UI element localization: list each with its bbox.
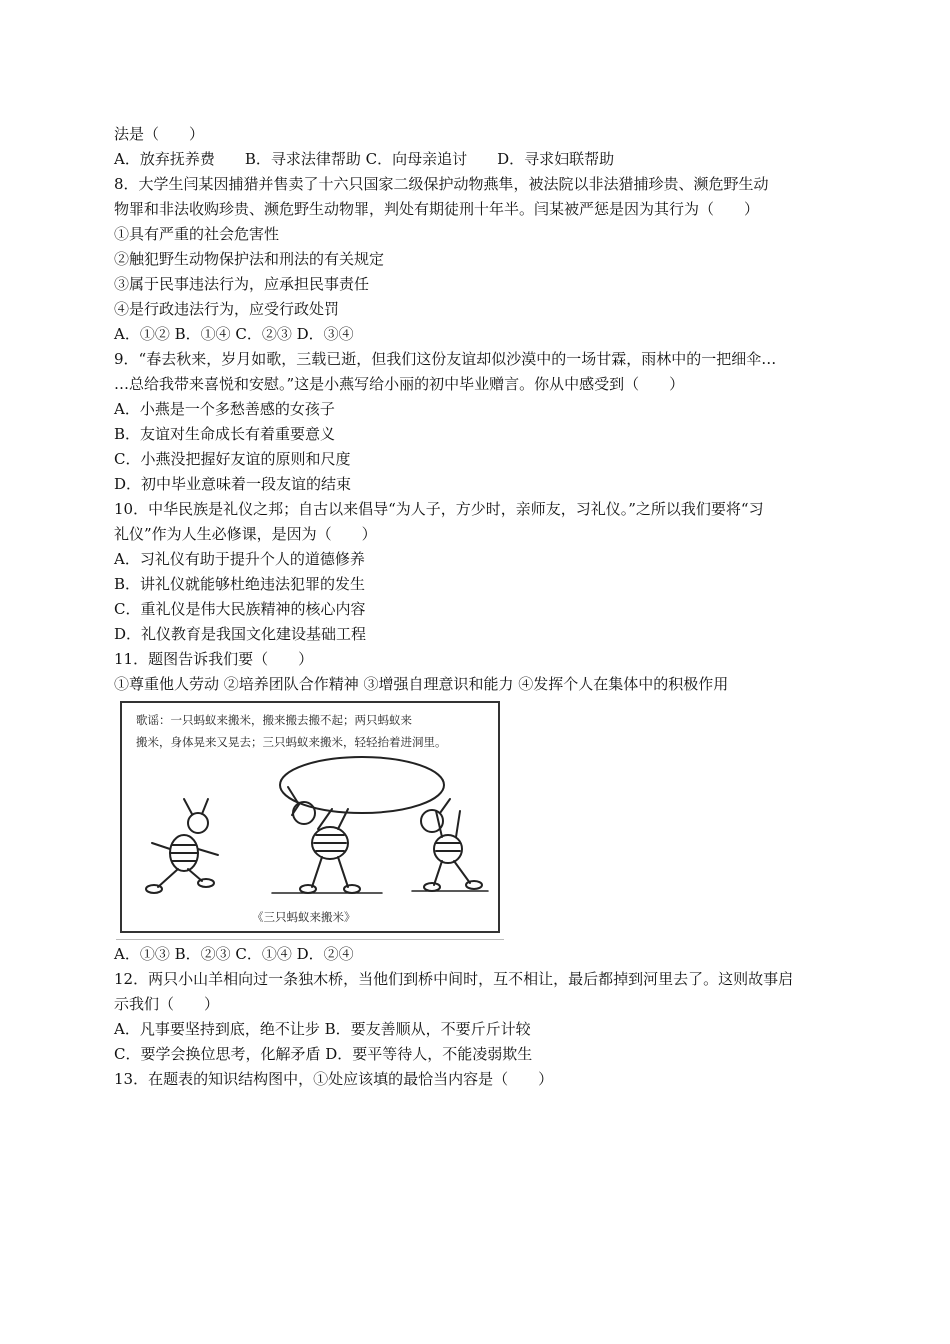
q12-options-ab: A．凡事要坚持到底，绝不让步 B．要友善顺从，不要斤斤计较 <box>114 1020 531 1038</box>
q11-options: A．①③ B．②③ C．①④ D．②④ <box>114 945 354 963</box>
q12-stem-line1: 12．两只小山羊相向过一条独木桥，当他们到桥中间时，互不相让，最后都掉到河里去了。这则故事启 <box>114 970 794 988</box>
q8-item-1: ①具有严重的社会危害性 <box>114 225 280 243</box>
ballad-line-1: 歌谣：一只蚂蚁来搬米，搬来搬去搬不起；两只蚂蚁来 <box>136 713 412 727</box>
q9-stem-line1: 9．“春去秋来，岁月如歌，三载已逝，但我们这份友谊却似沙漠中的一场甘霖，雨林中的一把细伞… <box>114 350 777 368</box>
ant-comic-figure <box>116 701 504 940</box>
q11-stem: 11．题图告诉我们要（ ） <box>114 650 314 668</box>
q7-stem-end: 法是（ ） <box>114 125 205 143</box>
q10-option-b: B．讲礼仪就能够杜绝违法犯罪的发生 <box>114 575 366 593</box>
q8-stem-line2: 物罪和非法收购珍贵、濒危野生动物罪，判处有期徒刑十年半。闫某被严惩是因为其行为（ ） <box>114 200 760 218</box>
ant-carrying-right <box>421 799 482 891</box>
q9-option-b: B．友谊对生命成长有着重要意义 <box>114 425 336 443</box>
ant-walking-left <box>146 799 218 893</box>
q12-stem-line2: 示我们（ ） <box>114 995 220 1013</box>
q9-stem-line2: …总给我带来喜悦和安慰。”这是小燕写给小丽的初中毕业赠言。你从中感受到（ ） <box>114 375 685 393</box>
q10-option-c: C．重礼仪是伟大民族精神的核心内容 <box>114 600 366 618</box>
q8-options: A．①② B．①④ C．②③ D．③④ <box>114 325 354 343</box>
q10-option-d: D．礼仪教育是我国文化建设基础工程 <box>114 625 367 643</box>
q8-item-3: ③属于民事违法行为，应承担民事责任 <box>114 275 370 293</box>
document-page <box>114 122 844 1092</box>
rice-grain <box>280 757 444 813</box>
q7-options: A．放弃抚养费 B．寻求法律帮助 C．向母亲追讨 D．寻求妇联帮助 <box>114 150 615 168</box>
q10-stem-line2: 礼仪”作为人生必修课，是因为（ ） <box>114 525 377 543</box>
q10-stem-line1: 10．中华民族是礼仪之邦；自古以来倡导“为人子，方少时，亲师友，习礼仪。”之所以我们要将“习 <box>114 500 764 518</box>
q13-stem: 13．在题表的知识结构图中，①处应该填的最恰当内容是（ ） <box>114 1070 554 1088</box>
ant-illustration <box>122 703 498 931</box>
comic-frame <box>120 701 500 933</box>
q8-stem-line1: 8．大学生闫某因捕猎并售卖了十六只国家二级保护动物燕隼，被法院以非法猎捕珍贵、濒危野生动 <box>114 175 769 193</box>
q8-item-4: ④是行政违法行为，应受行政处罚 <box>114 300 340 318</box>
q9-option-c: C．小燕没把握好友谊的原则和尺度 <box>114 450 351 468</box>
q10-option-a: A．习礼仪有助于提升个人的道德修养 <box>114 550 365 568</box>
comic-caption: 《三只蚂蚁来搬米》 <box>252 910 356 924</box>
q9-option-d: D．初中毕业意味着一段友谊的结束 <box>114 475 352 493</box>
ballad-line-2: 搬米，身体晃来又晃去；三只蚂蚁来搬米，轻轻抬着进洞里。 <box>136 735 447 749</box>
q8-item-2: ②触犯野生动物保护法和刑法的有关规定 <box>114 250 385 268</box>
q9-option-a: A．小燕是一个多愁善感的女孩子 <box>114 400 335 418</box>
q12-options-cd: C．要学会换位思考，化解矛盾 D．要平等待人，不能凌弱欺生 <box>114 1045 533 1063</box>
q11-items: ①尊重他人劳动 ②培养团队合作精神 ③增强自理意识和能力 ④发挥个人在集体中的积极作用 <box>114 675 729 693</box>
